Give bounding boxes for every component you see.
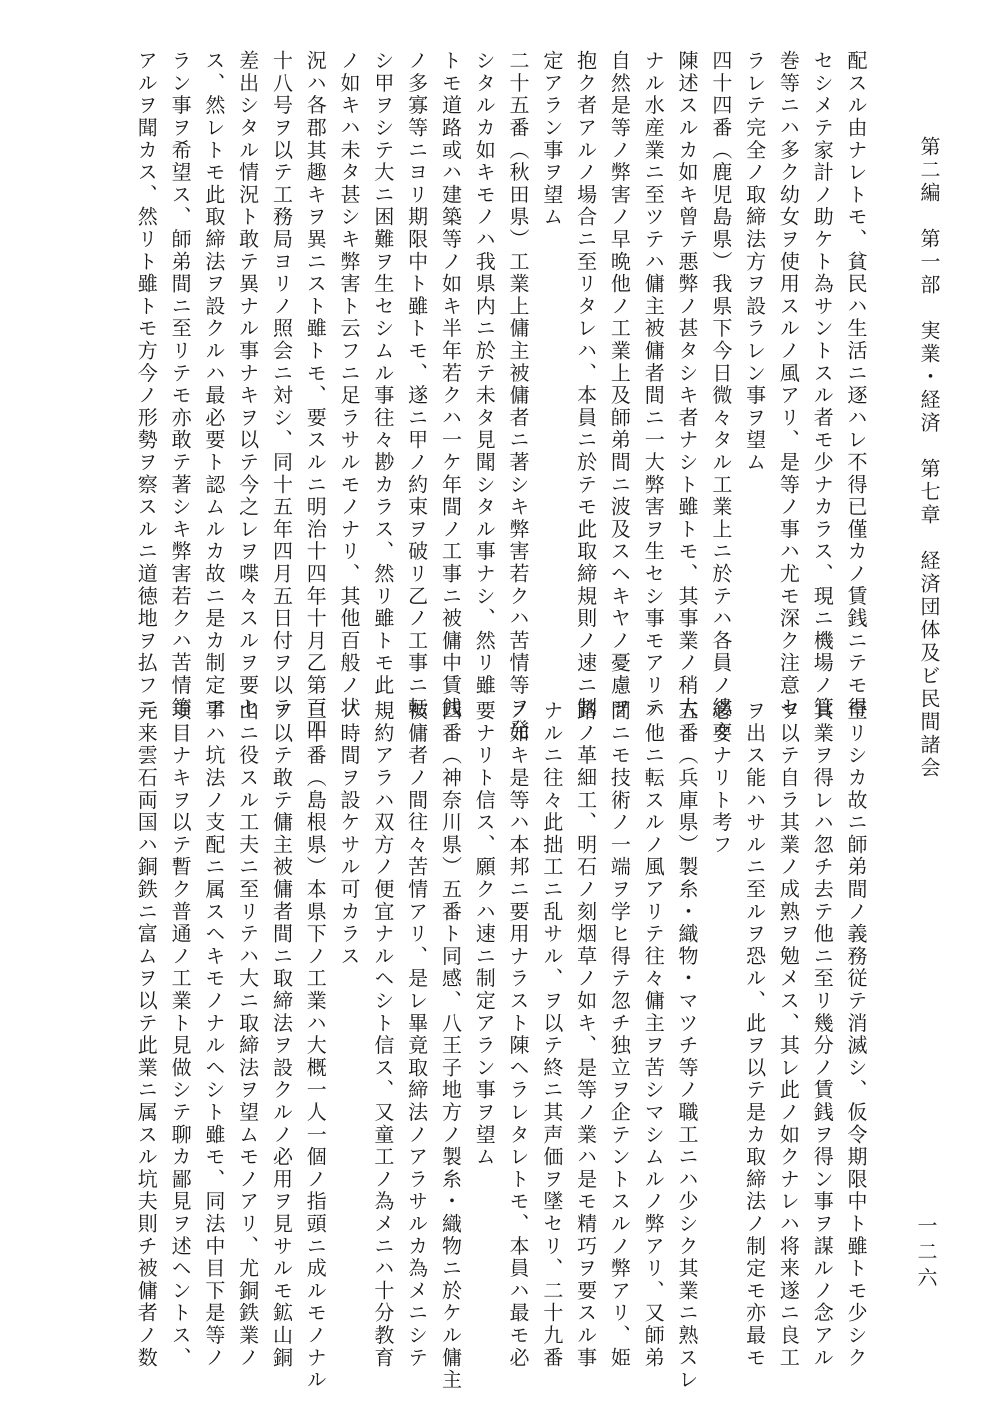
text-column: ノ多寡等ニヨリ期限中ト雖トモ、遂ニ甲ノ約束ヲ破リ乙ノ工事ニ転: [404, 50, 429, 719]
text-column: 路ノ革細工、明石ノ刻烟草ノ如キ、是等ノ業ハ是モ精巧ヲ要スル事: [573, 700, 598, 1369]
text-column: 自然是等ノ弊害ノ早晩他ノ工業上及師弟間ニ波及スヘキヤノ憂慮ヲ: [607, 50, 632, 719]
text-column: ヲ以テ自ラ其業ノ成熟ヲ勉メス、其レ此ノ如クナレハ将来遂ニ良工: [776, 700, 801, 1369]
text-column: 間ニモ技術ノ一端ヲ学ヒ得テ忽チ独立ヲ企テントスルノ弊アリ、姫: [607, 700, 632, 1369]
text-column: 巻等ニハ多ク幼女ヲ使用スルノ風アリ、是等ノ事ハ尤モ深ク注意セ: [776, 50, 801, 719]
text-column: ラレテ完全ノ取締法方ヲ設ラレン事ヲ望ム: [742, 50, 767, 474]
text-column: 陳述スルカ如キ曾テ悪弊ノ甚タシキ者ナシト雖トモ、其事業ノ稍大: [675, 50, 700, 719]
text-column: 四番（神奈川県）五番ト同感、八王子地方ノ製糸・織物ニ於ケル傭主: [438, 700, 463, 1392]
text-column: 定アラン事ヲ望ム: [539, 50, 564, 229]
text-column: 至リシカ故ニ師弟間ノ義務従テ消滅シ、仮令期限中ト雖トモ少シク: [844, 700, 868, 1369]
text-column: 抱ク者アルノ場合ニ至リタレハ、本員ニ於テモ此取締規則ノ速ニ制: [573, 50, 598, 719]
text-column: シ甲ヲシテ大ニ困難ヲ生セシムル事往々尠カラス、然リ雖トモ此: [370, 50, 395, 697]
text-column: 事ハ坑法ノ支配ニ属スヘキモノナルヘシト雖モ、同法中目下是等ノ: [201, 700, 226, 1369]
text-column: 被傭者ノ間往々苦情アリ、是レ畢竟取締法ノアラサルカ為メニシテ: [404, 700, 429, 1369]
text-block-lower: [70, 700, 872, 1392]
text-column: 配スル由ナレトモ、貧民ハ生活ニ逐ハレ不得已僅カノ賃銭ニテモ得: [844, 50, 868, 719]
page-number: 一二六: [914, 1215, 938, 1293]
text-column: 山ニ役スル工夫ニ至リテハ大ニ取締法ヲ望ムモノアリ、尤銅鉄業ノ: [235, 700, 260, 1369]
text-column: ノ如キハ未タ甚シキ弊害ト云フニ足ラサルモノナリ、其他百般ノ状: [337, 50, 362, 719]
text-column: ヲ出ス能ハサルニ至ルヲ恐ル、此ヲ以テ是カ取締法ノ制定モ亦最モ: [742, 700, 767, 1369]
running-header: 第二編 第一部 実業・経済 第七章 経済団体及ビ民間諸会: [917, 136, 941, 780]
text-column: 項目ナキヲ以テ暫ク普通ノ工業ト見做シテ聊カ鄙見ヲ述ヘントス、: [168, 700, 193, 1369]
text-column: 元来雲石両国ハ銅鉄ニ富ムヲ以テ此業ニ属スル坑夫則チ被傭者ノ数: [134, 700, 159, 1369]
text-column: 況ハ各郡其趣キヲ異ニスト雖トモ、要スルニ明治十四年十月乙第百四: [303, 50, 328, 742]
text-column: 三十番（島根県）本県下ノ工業ハ大概一人一個ノ指頭ニ成ルモノナル: [303, 700, 328, 1392]
text-column: 二十五番（秋田県）工業上傭主被傭者ニ著シキ弊害若クハ苦情等ヲ発: [506, 50, 531, 742]
text-column: 要ナリト信ス、願クハ速ニ制定アラン事ヲ望ム: [472, 700, 497, 1169]
text-block-upper: [70, 50, 872, 742]
text-column: ラン事ヲ希望ス、師弟間ニ至リテモ亦敢テ著シキ弊害若クハ苦情等: [168, 50, 193, 719]
text-column: ハ他ニ転スルノ風アリテ往々傭主ヲ苦シマシムルノ弊アリ、又師弟: [641, 700, 666, 1369]
text-column: ナルニ往々此拙工ニ乱サル、ヲ以テ終ニ其声価ヲ墜セリ、二十九番: [539, 700, 564, 1369]
text-column: 差出シタル情況ト敢テ異ナル事ナキヲ以テ今之レヲ喋々スルヲ要セ: [235, 50, 260, 719]
text-column: ヲ以テ敢テ傭主被傭者間ニ取締法ヲ設クルノ必用ヲ見サルモ鉱山銅: [269, 700, 294, 1369]
text-column: ナル水産業ニ至ツテハ傭主被傭者間ニ一大弊害ヲ生セシ事モアリテ: [641, 50, 666, 719]
text-column: 規約アラハ双方ノ便宜ナルヘシト信ス、又童工ノ為メニハ十分教育: [370, 700, 395, 1369]
text-column: ス、然レトモ此取締法ヲ設クルハ最必要ト認ムルカ故ニ是カ制定ア: [201, 50, 226, 719]
text-column: ノ時間ヲ設ケサル可カラス: [337, 700, 362, 968]
text-column: トモ道路或ハ建築等ノ如キ半年若クハ一ケ年間ノ工事ニ被傭中賃銭: [438, 50, 463, 719]
text-column: セシメテ家計ノ助ケト為サントスル者モ少ナカラス、現ニ機場ノ管: [810, 50, 835, 719]
text-column: 必要ナリト考フ: [708, 700, 733, 857]
text-column: 十八号ヲ以テ工務局ヨリノ照会ニ対シ、同十五年四月五日付ヲ以テ: [269, 50, 294, 719]
text-column: シタルカ如キモノハ我県内ニ於テ未タ見聞シタル事ナシ、然リ雖: [472, 50, 497, 697]
text-column: 五番（兵庫県）製糸・織物・マツチ等ノ職工ニハ少シク其業ニ熟スレ: [675, 700, 700, 1392]
text-column: 四十四番（鹿児島県）我県下今日微々タル工業上ニ於テハ各員ノ縷々: [708, 50, 733, 742]
text-column: 其業ヲ得レハ忽チ去テ他ニ至リ幾分ノ賃銭ヲ得ン事ヲ謀ルノ念アル: [810, 700, 835, 1369]
text-column: アルヲ聞カス、然リト雖トモ方今ノ形勢ヲ察スルニ道徳地ヲ払フニ: [134, 50, 159, 719]
text-column: ノ如キ是等ハ本邦ニ要用ナラスト陳ヘラレタレトモ、本員ハ最モ必: [506, 700, 531, 1369]
